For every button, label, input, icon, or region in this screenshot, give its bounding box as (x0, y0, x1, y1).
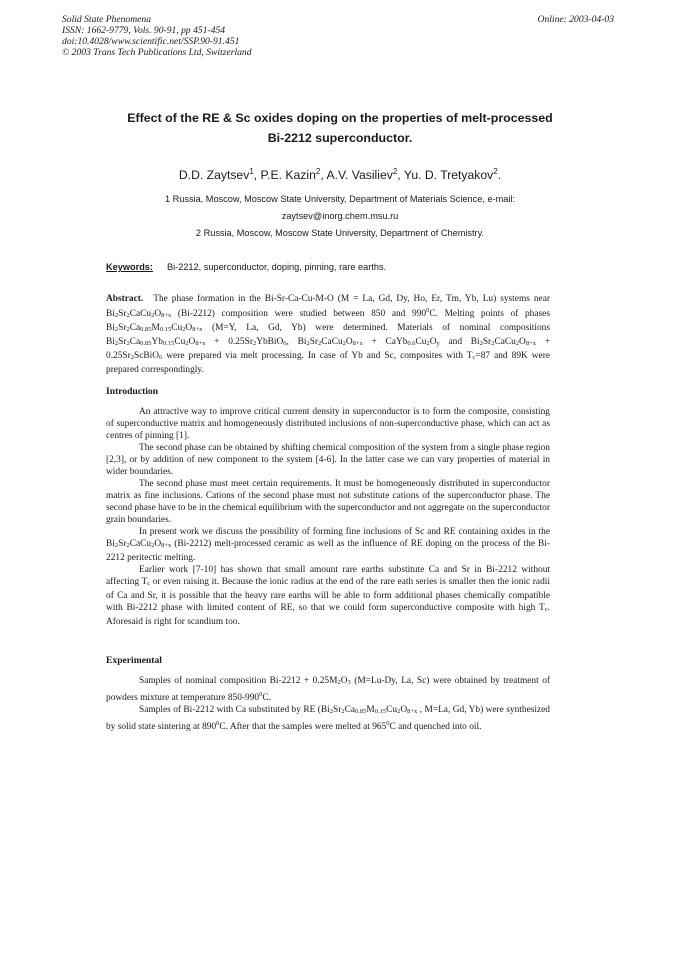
title-line-1: Effect of the RE & Sc oxides doping on the properties of melt-processed (127, 111, 553, 125)
author: P.E. Kazin (260, 168, 316, 183)
email-link[interactable]: zaytsev@inorg.chem.msu.ru (281, 211, 399, 221)
section-heading-experimental: Experimental (106, 655, 162, 666)
paragraph: Samples of Bi-2212 with Ca substituted by RE (Bi2Sr2Ca0.85M0.15Cu2O8+x , M=La, Gd, Yb) were synthesized by solid state sintering at $890^0C$. After that the samples were melted at $965^0C$ and quenched into oil. (106, 705, 550, 732)
copyright: © 2003 Trans Tech Publications Ltd, Switzerland (62, 47, 252, 58)
title-line-2: Bi-2212 superconductor. (267, 131, 413, 145)
journal-name: Solid State Phenomena (62, 14, 151, 25)
author: A.V. Vasiliev (326, 168, 393, 183)
author: D.D. Zaytsev (178, 168, 250, 183)
paragraph: An attractive way to improve critical current density in superconductor is to form the composite, consisting of superconductive matrix and homogeneously distributed inclusions of non-superconductive phase, which can act as centres of pinning [1]. (106, 407, 550, 441)
affiliation-1: 1 Russia, Moscow, Moscow State University, Department of Materials Science, e-mail: (164, 194, 516, 204)
affiliation-mark: 2 (493, 167, 498, 176)
affiliation-mark: 2 (315, 167, 321, 176)
abstract: Abstract. The phase formation in the Bi-Sr-Ca-Cu-M-O (M = La, Gd, Dy, Ho, Er, Tm, Yb, Lu) systems near Bi2Sr2CaCu2O8+x (Bi-2212) composition were studied between 850 and $990^0C$. Melting points of phases Bi2Sr2Ca0.85M0.15Cu2O8+x (M=Y, La, Gd, Yb) were determined. Materials of nominal compositions Bi2Sr2Ca0.85Yb0.15Cu2O8+x + 0.25Sr2YbBiO6, Bi2Sr2CaCu2O8+x + CaYb0.6Cu2Oy and Bi2Sr2CaCu2O8+x + 0.25Sr2ScBiO6 were prepared via melt processing. In case of Yb and Sc, composites with Tc=87 and 89K were prepared correspondingly. (106, 294, 550, 375)
keywords-text: Bi-2212, superconductor, doping, pinning, rare earths. (166, 262, 387, 272)
affiliations (100, 191, 580, 242)
section-heading-introduction: Introduction (106, 386, 159, 397)
keywords (106, 262, 386, 272)
paragraph: The second phase must meet certain requirements. It must be homogeneously distributed in superconductor matrix as fine inclusions. Cations of the second phase must not substitute cations of the superconductor phase. The second phase have to be in the chemical equilibrium with the superconductor and not aggregate on the superconductor grain boundaries. (106, 479, 550, 525)
paragraph: The second phase can be obtained by shifting chemical composition of the system from a single phase region [2,3], or by addition of new component to the system [4-6]. In the latter case we can vary properties of material in wider boundaries. (106, 443, 550, 477)
experimental-body (106, 675, 550, 733)
author: Yu. D. Tretyakov (403, 168, 494, 183)
journal-header (62, 14, 252, 58)
paragraph: Samples of nominal composition Bi-2212 + 0.25M2O3 (M=Lu-Dy, La, Sc) were obtained by treatment of powders mixture at temperature $850-990^0C$. (106, 676, 551, 703)
affiliation-mark: 1 (249, 167, 254, 176)
introduction-body (106, 406, 550, 628)
affiliation-2: 2 Russia, Moscow, Moscow State University, Department of Chemistry. (195, 228, 485, 238)
keywords-label: Keywords: (106, 262, 153, 272)
online-date: Online: 2003-04-03 (537, 14, 614, 25)
issn: ISSN: 1662-9779, Vols. 90-91, pp 451-454 (62, 25, 226, 36)
paragraph: In present work we discuss the possibility of forming fine inclusions of Sc and RE containing oxides in the Bi2Sr2CaCu2O8+x (Bi-2212) melt-processed ceramic as well as the influence of RE doping on the process of the Bi-2212 peritectic melting. (106, 527, 550, 563)
paper-title (100, 108, 580, 148)
affiliation-mark: 2 (392, 167, 398, 176)
paragraph: Earlier work [7-10] has shown that small amount rare earths substitute Ca and Sr in Bi-2212 without affecting Tc or even raising it. Because the ionic radius at the end of the rare eath series is smaller then the ionic radii of Ca and Sr, it is possible that the heavy rare earths will be able to form additional phases chemically compatible with Bi-2212 phase with limited content of RE, so that we could form superconductive composite with high Tc. Aforesaid is right for scandium too. (106, 565, 550, 627)
abstract-label: Abstract. (106, 294, 144, 304)
author-list: D.D. Zaytsev$^1$, P.E. Kazin$^2$, A.V. Vasiliev$^2$, Yu. D. Tretyakov$^2$. (178, 167, 502, 183)
doi-link[interactable]: doi:10.4028/www.scientific.net/SSP.90-91.451 (62, 36, 240, 47)
